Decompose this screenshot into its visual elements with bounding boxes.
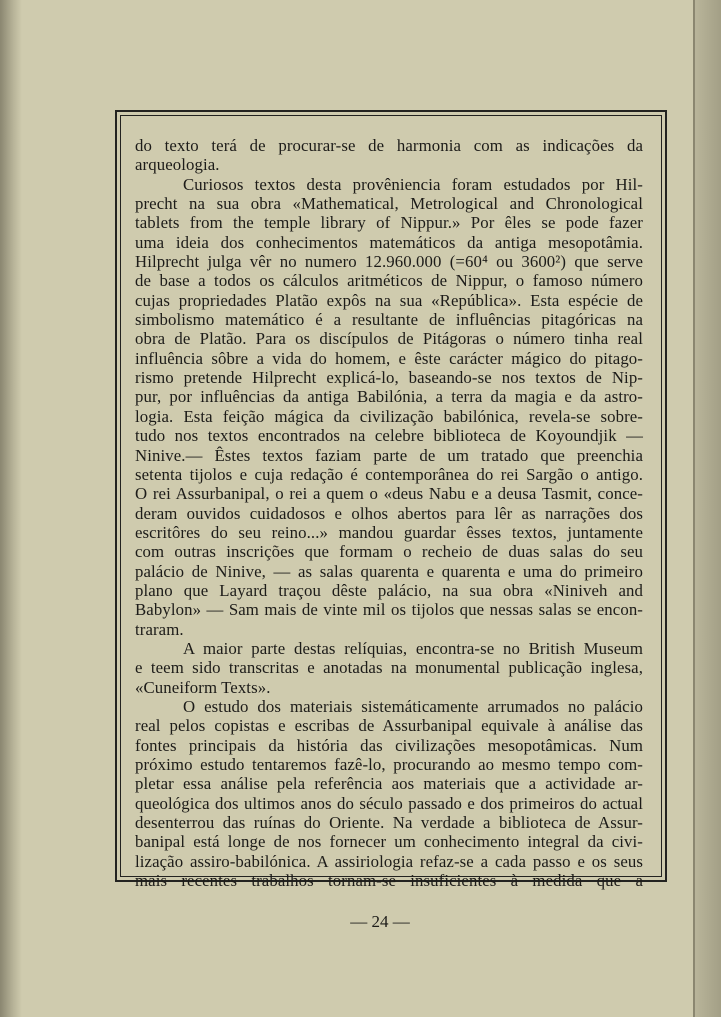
text-line: pletar essa análise pela referência aos materiais que a actividade ar- (135, 774, 643, 794)
text-line: rismo pretende Hilprecht explicá-lo, baseando-se nos textos de Nip- (135, 368, 643, 388)
text-line: real pelos copistas e escribas de Assurbanipal equivale à análise das (135, 716, 643, 736)
text-line: deram ouvidos cuidadosos e olhos abertos para lêr as narrações dos (135, 503, 643, 523)
text-line: Ninive.— Êstes textos faziam parte de um tratado que preenchia (135, 445, 643, 465)
text-line: fontes principais da história das civilizações mesopotâmicas. Num (135, 735, 643, 755)
text-line: cujas propriedades Platão expôs na sua «República». Esta espécie de (135, 290, 643, 310)
text-line: A maior parte destas relíquias, encontra-se no British Museum (183, 638, 643, 658)
text-line: O estudo dos materiais sistemáticamente arrumados no palácio (183, 696, 643, 716)
text-line: tablets from the temple library of Nippur.» Por êles se pode fazer (135, 213, 643, 233)
text-line: do texto terá de procurar-se de harmonia com as indicações da (135, 136, 643, 155)
text-line: com outras inscrições que formam o recheio de duas salas do seu (135, 542, 643, 562)
text-line: próximo estudo tentaremos fazê-lo, procurando ao mesmo tempo com- (135, 755, 643, 774)
text-line: «Cuneiform Texts». (135, 677, 271, 697)
text-line: uma ideia dos conhecimentos matemáticos da antiga mesopotâmia. (135, 232, 643, 252)
text-line: arqueologia. (135, 155, 220, 175)
text-line: Hilprecht julga vêr no numero 12.960.000 (=60⁴ ou 3600²) que serve (135, 252, 643, 272)
text-line: lização assiro-babilónica. A assiriologia refaz-se a cada passo e os seus (135, 851, 643, 871)
text-line: O rei Assurbanipal, o rei a quem o «deus Nabu e a deusa Tasmit, conce- (135, 484, 643, 504)
text-line: traram. (135, 619, 184, 639)
text-line: queológica dos ultimos anos do século passado e dos primeiros do actual (135, 793, 643, 813)
text-line: precht na sua obra «Mathematical, Metrological and Chronological (135, 194, 643, 214)
page-number: — 24 — (350, 912, 410, 931)
text-line: palácio de Ninive, — as salas quarenta e quarenta e uma do primeiro (135, 561, 643, 581)
facing-page-edge (693, 0, 721, 1017)
text-line: simbolismo matemático é a resultante de influências pitagóricas na (135, 310, 643, 330)
text-line: banipal está longe de nos fornecer um conhecimento integral da civi- (135, 832, 643, 852)
text-line: setenta tijolos e cuja redação é contemporânea do rei Sargão o antigo. (135, 464, 643, 484)
text-line: Curiosos textos desta provêniencia foram estudados por Hil- (183, 174, 643, 194)
text-line: mais recentes trabalhos tornam-se insuficientes à medida que a (135, 871, 643, 891)
text-line: escritôres do seu reino...» mandou guardar êsses textos, juntamente (135, 522, 643, 542)
text-line: Babylon» — Sam mais de vinte mil os tijolos que nessas salas se encon- (135, 600, 643, 620)
text-line: plano que Layard traçou dêste palácio, na sua obra «Niniveh and (135, 580, 643, 600)
text-line: influência sôbre a vida do homem, e êste carácter mágico do pitago- (135, 348, 643, 368)
text-line: e teem sido transcritas e anotadas na monumental publicação inglesa, (135, 658, 643, 678)
text-line: de base a todos os cálculos aritméticos de Nippur, o famoso número (135, 271, 643, 291)
text-line: logia. Esta feição mágica da civilização babilónica, revela-se sobre- (135, 406, 643, 426)
binding-shadow (0, 0, 22, 1017)
body-text (135, 136, 643, 890)
text-line: tudo nos textos encontrados na celebre biblioteca de Koyoundjik — (135, 426, 643, 446)
text-line: pur, por influências da antiga Babilónia, a terra da magia e da astro- (135, 387, 643, 407)
text-line: obra de Platão. Para os discípulos de Pitágoras o número tinha real (135, 329, 643, 349)
text-line: desenterrou das ruínas do Oriente. Na verdade a biblioteca de Assur- (135, 813, 643, 833)
